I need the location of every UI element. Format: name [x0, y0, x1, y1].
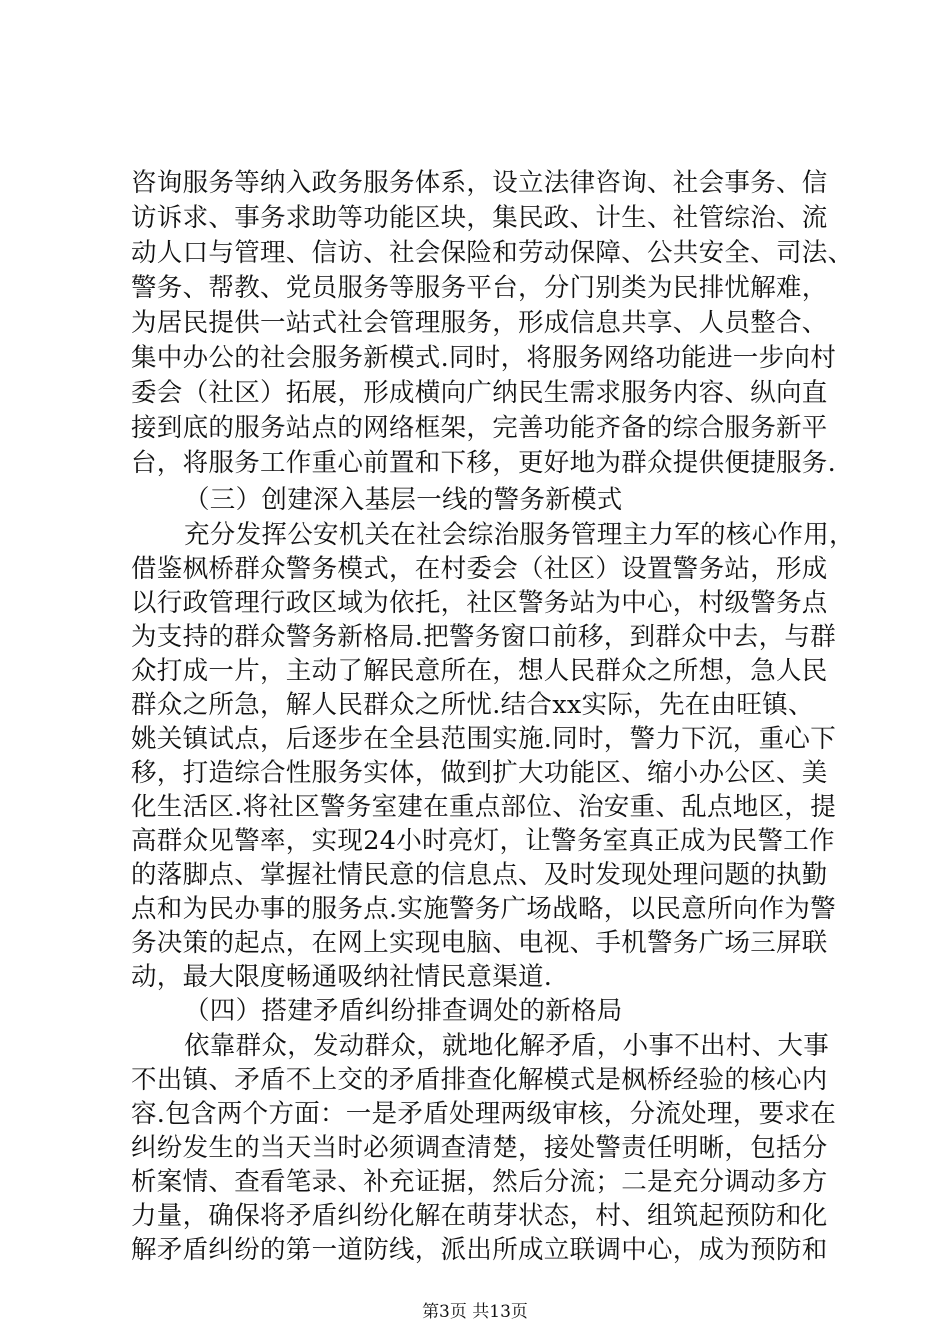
paragraph-line: 的落脚点、掌握社情民意的信息点、及时发现处理问题的执勤: [131, 860, 828, 890]
paragraph-line: 为支持的群众警务新格局.把警务窗口前移，到群众中去，与群: [131, 622, 837, 652]
paragraph-line: 警务、帮教、党员服务等服务平台，分门别类为民排忧解难，: [131, 273, 828, 303]
paragraph-line: 借鉴枫桥群众警务模式，在村委会（社区）设置警务站，形成: [131, 554, 828, 584]
paragraph-line: 动，最大限度畅通吸纳社情民意渠道.: [131, 962, 553, 992]
paragraph-line: 委会（社区）拓展，形成横向广纳民生需求服务内容、纵向直: [131, 378, 828, 408]
section-heading: （三）创建深入基层一线的警务新模式: [184, 485, 623, 515]
paragraph-line: 咨询服务等纳入政务服务体系，设立法律咨询、社会事务、信: [131, 168, 828, 198]
paragraph-line: 台，将服务工作重心前置和下移，更好地为群众提供便捷服务.: [131, 448, 837, 478]
paragraph-line: 点和为民办事的服务点.实施警务广场战略，以民意所向作为警: [131, 894, 837, 924]
section-heading: （四）搭建矛盾纠纷排查调处的新格局: [184, 996, 623, 1026]
paragraph-line: 众打成一片，主动了解民意所在，想人民群众之所想，急人民: [131, 656, 828, 686]
paragraph-line: 解矛盾纠纷的第一道防线，派出所成立联调中心，成为预防和: [131, 1235, 828, 1265]
paragraph-line: 力量，确保将矛盾纠纷化解在萌芽状态，村、组筑起预防和化: [131, 1201, 828, 1231]
page-footer: 第3页 共13页: [422, 1302, 528, 1322]
paragraph-line: 群众之所急，解人民群众之所忧.结合xx实际，先在由旺镇、: [131, 690, 814, 720]
paragraph-line: 为居民提供一站式社会管理服务，形成信息共享、人员整合、: [131, 308, 828, 338]
paragraph-line: 依靠群众，发动群众，就地化解矛盾，小事不出村、大事: [184, 1031, 830, 1061]
paragraph-line: 以行政管理行政区域为依托，社区警务站为中心，村级警务点: [131, 588, 828, 618]
paragraph-line: 务决策的起点，在网上实现电脑、电视、手机警务广场三屏联: [131, 928, 828, 958]
paragraph-line: 高群众见警率，实现24小时亮灯，让警务室真正成为民警工作: [131, 826, 835, 856]
paragraph-line: 姚关镇试点，后逐步在全县范围实施.同时，警力下沉，重心下: [131, 724, 837, 754]
paragraph-line: 不出镇、矛盾不上交的矛盾排查化解模式是枫桥经验的核心内: [131, 1065, 828, 1095]
paragraph-line: 纠纷发生的当天当时必须调查清楚，接处警责任明晰，包括分: [131, 1133, 828, 1163]
paragraph-line: 移，打造综合性服务实体，做到扩大功能区、缩小办公区、美: [131, 758, 828, 788]
paragraph-line: 容.包含两个方面：一是矛盾处理两级审核，分流处理，要求在: [131, 1099, 837, 1129]
paragraph-line: 接到底的服务站点的网络框架，完善功能齐备的综合服务新平: [131, 413, 828, 443]
paragraph-line: 充分发挥公安机关在社会综治服务管理主力军的核心作用，: [184, 520, 855, 550]
paragraph-line: 访诉求、事务求助等功能区块，集民政、计生、社管综治、流: [131, 203, 828, 233]
paragraph-line: 集中办公的社会服务新模式.同时，将服务网络功能进一步向村: [131, 343, 837, 373]
paragraph-line: 动人口与管理、信访、社会保险和劳动保障、公共安全、司法、: [131, 238, 854, 268]
paragraph-line: 化生活区.将社区警务室建在重点部位、治安重、乱点地区，提: [131, 792, 837, 822]
paragraph-line: 析案情、查看笔录、补充证据，然后分流；二是充分调动多方: [131, 1167, 828, 1197]
